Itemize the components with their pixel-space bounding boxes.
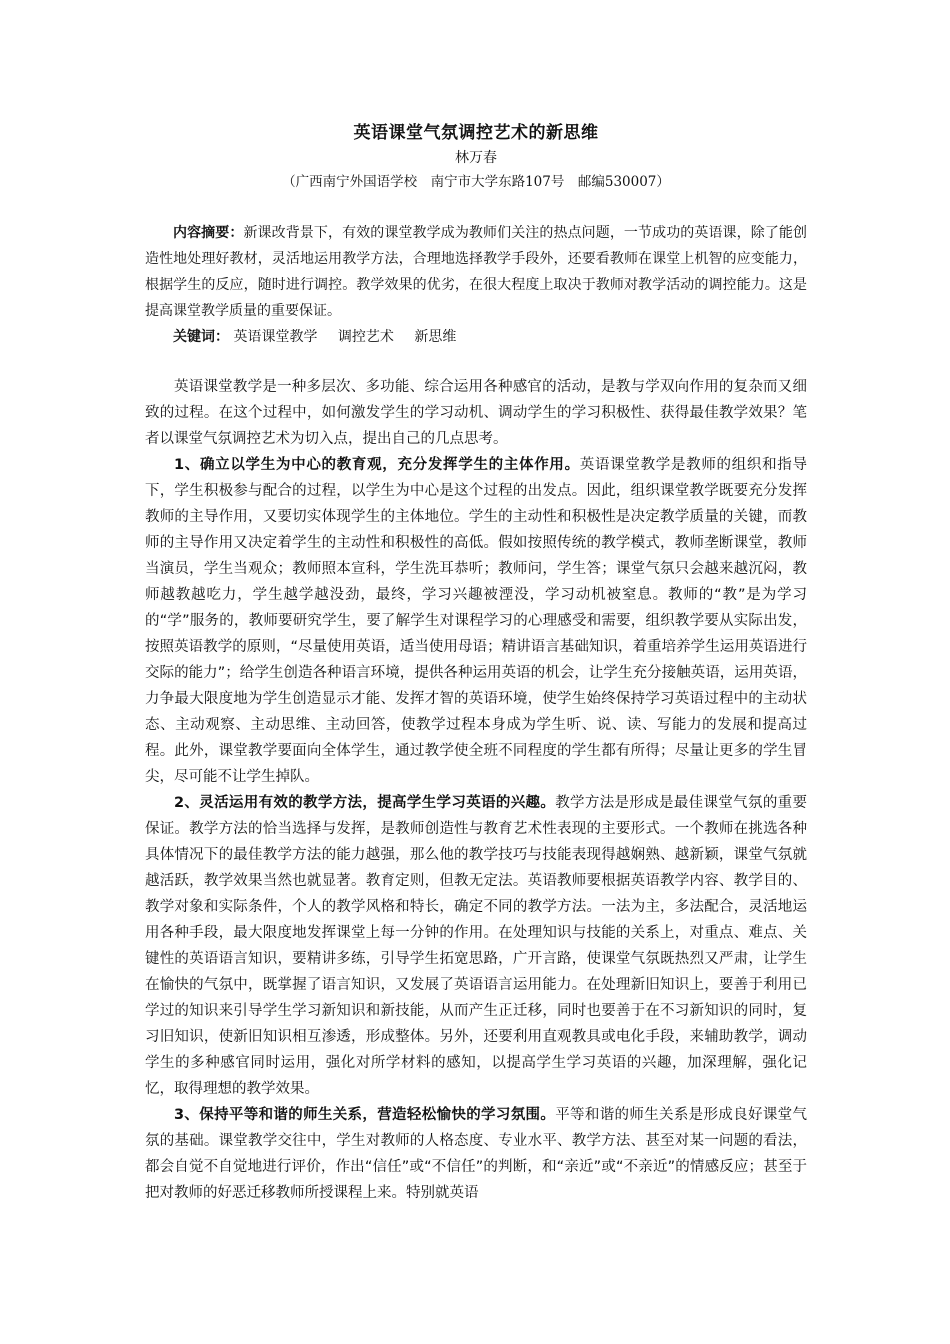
body-paragraph [145, 1102, 807, 1206]
abstract [145, 220, 807, 324]
document-title: 英语课堂气氛调控艺术的新思维 [353, 123, 599, 143]
section-heading: 1、确立以学生为中心的教育观，充分发挥学生的主体作用。 [174, 457, 580, 473]
section-heading: 3、保持平等和谐的师生关系，营造轻松愉快的学习氛围。 [174, 1107, 556, 1123]
document-affiliation: （广西南宁外国语学校 南宁市大学东路107号 邮编530007） [282, 174, 670, 190]
body-paragraph [145, 452, 807, 790]
document-author: 林万春 [455, 150, 497, 166]
paragraph-text: 平等和谐的师生关系是形成良好课堂气氛的基础。课堂教学交往中，学生对教师的人格态度、专业水平、教学方法、甚至对某一问题的看法，都会自觉不自觉地进行评价，作出“信任”或“不信任”的判断，和“亲近”或“不亲近”的情感反应；甚至于把对教师的好恶迁移教师所授课程上来。特别就英语 [145, 1107, 807, 1201]
paragraph-text: 英语课堂教学是教师的组织和指导下，学生积极参与配合的过程，以学生为中心是这个过程的出发点。因此，组织课堂教学既要充分发挥教师的主导作用，又要切实体现学生的主体地位。学生的主动性和积极性是决定教学质量的关键，而教师的主导作用又决定着学生的主动性和积极性的高低。假如按照传统的教学模式，教师垄断课堂，教师当演员，学生当观众；教师照本宣科，学生洗耳恭听；教师问，学生答；课堂气氛只会越来越沉闷，教师越教越吃力，学生越学越没劲，最终，学习兴趣被湮没，学习动机被窒息。教师的“教”是为学习的“学”服务的，教师要研究学生，要了解学生对课程学习的心理感受和需要，组织教学要从实际出发，按照英语教学的原则，“尽量使用英语，适当使用母语；精讲语言基础知识，着重培养学生运用英语进行交际的能力”；给学生创造各种语言环境，提供各种运用英语的机会，让学生充分接触英语，运用英语，力争最大限度地为学生创造显示才能、发挥才智的英语环境，使学生始终保持学习英语过程中的主动状态、主动观察、主动思维、主动回答，使教学过程本身成为学生听、说、读、写能力的发展和提高过程。此外，课堂教学要面向全体学生，通过教学使全班不同程度的学生都有所得；尽量让更多的学生冒尖，尽可能不让学生掉队。 [145, 457, 807, 785]
keyword-item: 新思维 [414, 329, 457, 345]
paragraph-text: 英语课堂教学是一种多层次、多功能、综合运用各种感官的活动，是教与学双向作用的复杂而又细致的过程。在这个过程中，如何激发学生的学习动机、调动学生的学习积极性、获得最佳教学效果？笔者以课堂气氛调控艺术为切入点，提出自己的几点思考。 [145, 379, 807, 447]
body-paragraph [145, 790, 807, 1102]
document-page [145, 120, 807, 1206]
keywords [145, 324, 807, 350]
paragraph-text: 教学方法是形成是最佳课堂气氛的重要保证。教学方法的恰当选择与发挥，是教师创造性与教育艺术性表现的主要形式。一个教师在挑选各种具体情况下的最佳教学方法的能力越强，那么他的教学技巧与技能表现得越娴熟、越新颖，课堂气氛就越活跃，教学效果当然也就显著。教育定则，但教无定法。英语教师要根据英语教学内容、教学目的、教学对象和实际条件，个人的教学风格和特长，确定不同的教学方法。一法为主，多法配合，灵活地运用各种手段，最大限度地发挥课堂上每一分钟的作用。在处理知识与技能的关系上，对重点、难点、关键性的英语语言知识，要精讲多练，引导学生拓宽思路，广开言路，使课堂气氛既热烈又严肃，让学生在愉快的气氛中，既掌握了语言知识，又发展了英语语言运用能力。在处理新旧知识上，要善于利用已学过的知识来引导学生学习新知识和新技能，从而产生正迁移，同时也要善于在不习新知识的同时，复习旧知识，使新旧知识相互渗透，形成整体。另外，还要利用直观教具或电化手段，来辅助教学，调动学生的多种感官同时运用，强化对所学材料的感知，以提高学生学习英语的兴趣，加深理解，强化记忆，取得理想的教学效果。 [145, 795, 807, 1097]
keywords-label: 关键词： [173, 329, 229, 345]
keyword-item: 英语课堂教学 [233, 329, 318, 345]
document-body [145, 374, 807, 1206]
body-paragraph [145, 374, 807, 452]
keyword-item: 调控艺术 [337, 329, 394, 345]
abstract-text: 新课改背景下，有效的课堂教学成为教师们关注的热点问题，一节成功的英语课，除了能创造性地处理好教材，灵活地运用教学方法，合理地选择教学手段外，还要看教师在课堂上机智的应变能力，根据学生的反应，随时进行调控。教学效果的优劣，在很大程度上取决于教师对教学活动的调控能力。这是提高课堂教学质量的重要保证。 [145, 225, 808, 319]
abstract-label: 内容摘要： [173, 225, 244, 241]
section-heading: 2、灵活运用有效的教学方法，提高学生学习英语的兴趣。 [174, 795, 556, 811]
